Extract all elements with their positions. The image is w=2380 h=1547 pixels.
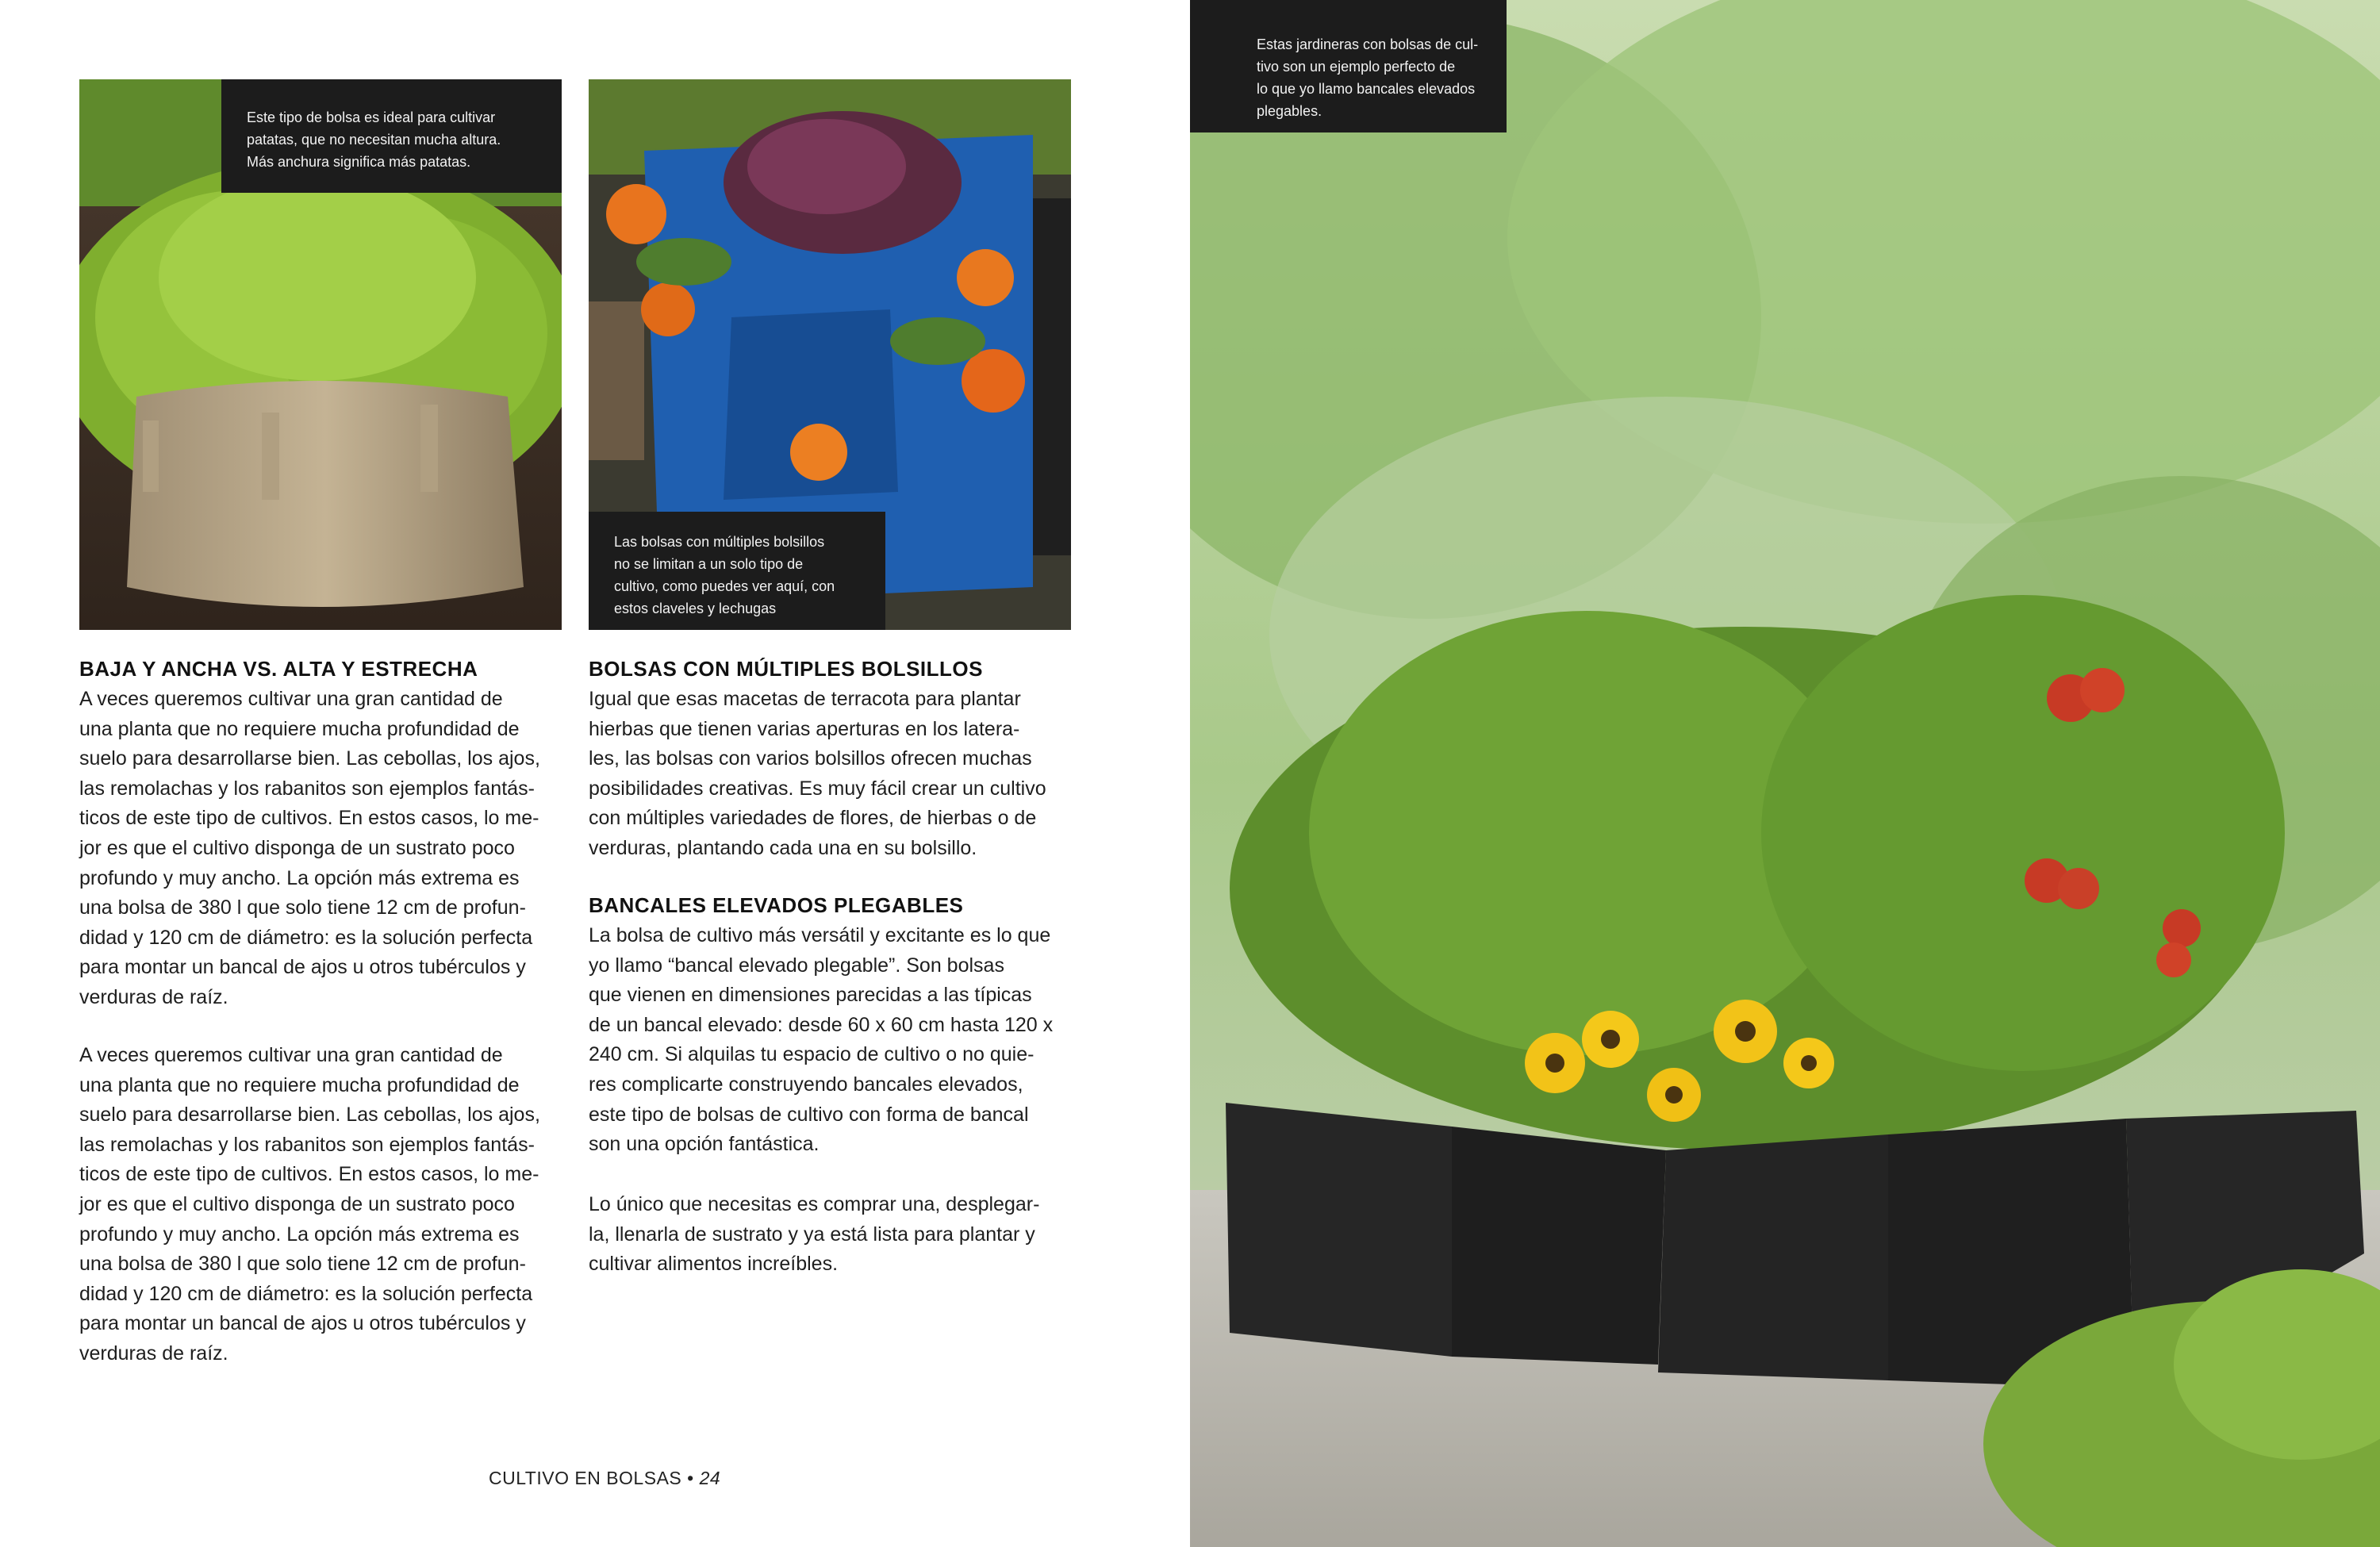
raised-bed-photo-caption: [1190, 0, 1507, 132]
potato-photo-caption: [221, 79, 562, 193]
pocket-caption-text: Las bolsas con múltiples bolsillos no se limitan a un solo tipo de cultivo, como puedes ver aquí, con estos claveles y lechugas: [614, 534, 835, 616]
paragraph-baja-2: A veces queremos cultivar una gran cantidad de una planta que no requiere mucha profundidad de suelo para desarrollarse bien. Las cebollas, los ajos, las remolachas y los rabanitos son ejemplos fantás- ticos de este tipo de cultivos. En estos casos, lo me- jor es que el cultivo disponga de un sustrato poco profundo y muy ancho. La opción más extrema es una bolsa de 380 l que solo tiene 12 cm de profun- didad y 120 cm de diámetro: es la solución perfecta para montar un bancal de ajos u otros tubérculos y verduras de raíz.: [79, 1044, 540, 1365]
section-heading-bancales: BANCALES ELEVADOS PLEGABLES: [589, 893, 964, 917]
paragraph-bolsas: Igual que esas macetas de terracota para plantar hierbas que tienen varias aperturas en los latera- les, las bolsas con varios bolsillos ofrecen muchas posibilidades creativas. Es muy fácil crear un cultivo con múltiples variedades de flores, de hierbas o de verduras, plantando cada una en su bolsillo.: [589, 688, 1046, 859]
paragraph-bancales-2: Lo único que necesitas es comprar una, desplegar- la, llenarla de sustrato y ya está lista para plantar y cultivar alimentos increíbles.: [589, 1193, 1040, 1276]
footer-section-title: CULTIVO EN BOLSAS: [489, 1468, 682, 1488]
raised-bed-caption-text: Estas jardineras con bolsas de cul- tivo son un ejemplo perfecto de lo que yo llamo bancales elevados plegables.: [1257, 36, 1479, 119]
section-heading-baja: BAJA Y ANCHA VS. ALTA Y ESTRECHA: [79, 657, 478, 681]
paragraph-baja-1: A veces queremos cultivar una gran cantidad de una planta que no requiere mucha profundidad de suelo para desarrollarse bien. Las cebollas, los ajos, las remolachas y los rabanitos son ejemplos fantás- ticos de este tipo de cultivos. En estos casos, lo me- jor es que el cultivo disponga de un sustrato poco profundo y muy ancho. La opción más extrema es una bolsa de 380 l que solo tiene 12 cm de profun- didad y 120 cm de diámetro: es la solución perfecta para montar un bancal de ajos u otros tubérculos y verduras de raíz.: [79, 688, 540, 1008]
page-footer: [489, 1468, 885, 1489]
footer-separator: •: [681, 1468, 700, 1488]
potato-caption-text: Este tipo de bolsa es ideal para cultivar patatas, que no necesitan mucha altura. Más anchura significa más patatas.: [247, 109, 501, 170]
raised-bed-photo: [1190, 0, 2380, 1547]
paragraph-bancales-1: La bolsa de cultivo más versátil y excitante es lo que yo llamo “bancal elevado plegable”. Son bolsas que vienen en dimensiones parecidas a las típicas de un bancal elevado: desde 60 x 60 cm hasta 120 x 240 cm. Si alquilas tu espacio de cultivo o no quie- res complicarte construyendo bancales elevados, este tipo de bolsas de cultivo con forma de bancal son una opción fantástica.: [589, 924, 1054, 1156]
page-number: 24: [699, 1468, 721, 1488]
section-heading-bolsas: BOLSAS CON MÚLTIPLES BOLSILLOS: [589, 657, 983, 681]
pocket-photo-caption: [589, 512, 885, 630]
